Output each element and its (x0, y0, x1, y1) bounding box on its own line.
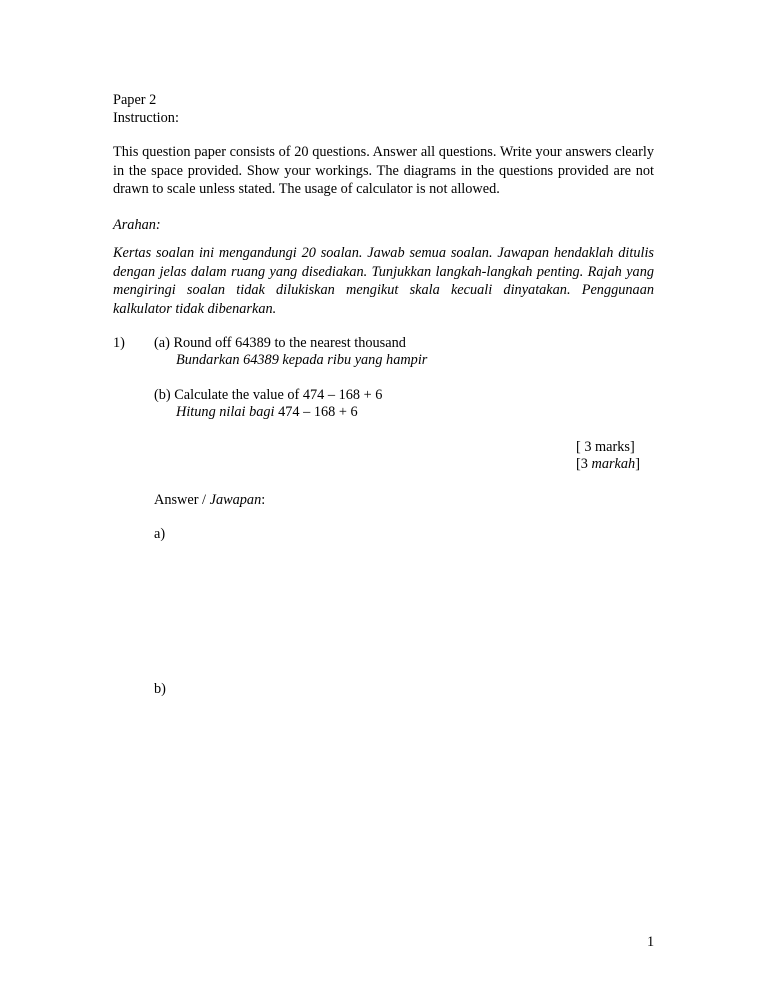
answer-label-ms: Jawapan (209, 492, 262, 508)
question-part-b: (b) Calculate the value of 474 – 168 + 6 (154, 387, 383, 403)
part-b-malay-text: Hitung nilai bagi (176, 404, 275, 420)
instruction-malay-label: Arahan: (113, 217, 161, 233)
answer-b-label: b) (154, 681, 166, 697)
marks-malay-open: [3 (576, 456, 588, 472)
paper-title: Paper 2 (113, 92, 157, 108)
answer-a-label: a) (154, 526, 166, 542)
question-number: 1) (113, 335, 125, 351)
marks-malay-close: ] (635, 456, 640, 472)
marks-malay (576, 456, 640, 473)
instruction-english: This question paper consists of 20 questions. Answer all questions. Write your answers clearly in the space provided. Show your workings. The diagrams in the questions provided are not drawn to scale unless stated. The usage of calculator is not allowed. (113, 144, 654, 198)
instruction-label: Instruction: (113, 110, 179, 126)
answer-label-en: Answer / (154, 492, 207, 508)
instruction-malay: Kertas soalan ini mengandungi 20 soalan. Jawab semua soalan. Jawapan hendaklah ditulis dengan jelas dalam ruang yang disediakan. Tunjukkan langkah-langkah penting. Rajah yang mengiringi soalan tidak dilukiskan mengikut skala kecuali dinyatakan. Penggunaan kalkulator tidak dibenarkan. (113, 245, 654, 318)
answer-label-colon: : (261, 492, 266, 508)
question-part-a-malay: Bundarkan 64389 kepada ribu yang hampir (176, 352, 428, 368)
marks-malay-word: markah (591, 456, 636, 472)
marks-english: [ 3 marks] (576, 439, 635, 455)
part-b-malay-expression: 474 – 168 + 6 (278, 404, 358, 420)
question-part-b-malay (176, 404, 358, 421)
answer-label (154, 492, 265, 509)
question-part-a: (a) Round off 64389 to the nearest thousand (154, 335, 406, 351)
page-number: 1 (647, 934, 655, 950)
